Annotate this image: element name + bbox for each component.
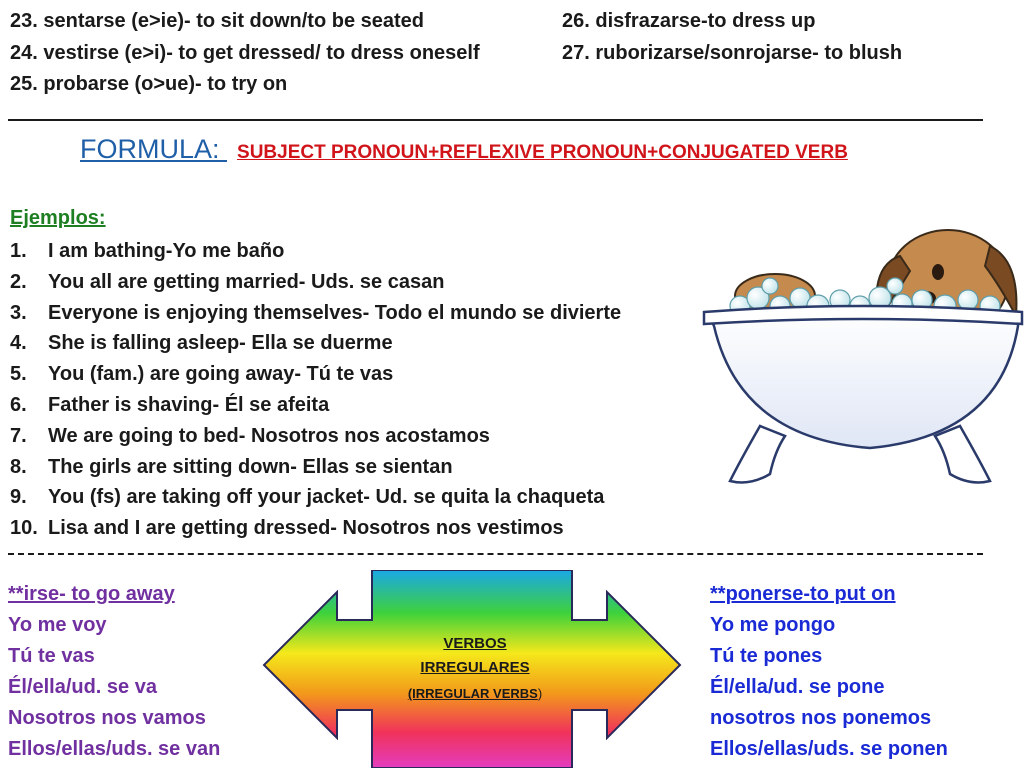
ponerse-heading: **ponerse-to put on (710, 583, 896, 605)
irse-line: Nosotros nos vamos (8, 707, 206, 729)
arrow-label-verbos: VERBOS (443, 635, 507, 652)
bottom-divider (8, 553, 983, 555)
vocab-27: 27. ruborizarse/sonrojarse- to blush (562, 42, 903, 64)
formula (80, 134, 848, 165)
list-item: 9. You (fs) are taking off your jacket- Ud. se quita la chaqueta (10, 486, 605, 509)
ponerse-line: Él/ella/ud. se pone (710, 676, 885, 698)
formula-text: SUBJECT PRONOUN+REFLEXIVE PRONOUN+CONJUGATED VERB (237, 142, 848, 163)
vocab-26: 26. disfrazarse-to dress up (562, 10, 816, 32)
formula-label: FORMULA: (80, 134, 228, 164)
vocab-25: 25. probarse (o>ue)- to try on (10, 73, 288, 95)
list-item: 1. I am bathing-Yo me baño (10, 240, 285, 262)
examples-heading: Ejemplos: (10, 207, 106, 229)
irse-conjugation (8, 579, 220, 765)
list-item: 5. You (fam.) are going away- Tú te vas (10, 363, 394, 386)
list-item: 6. Father is shaving- Él se afeita (10, 393, 330, 416)
irse-line: Ellos/ellas/uds. se van (8, 738, 221, 760)
arrow-label-irregulares: IRREGULARES (420, 659, 530, 676)
list-item: 10. Lisa and I are getting dressed- Nosotros nos vestimos (10, 517, 564, 540)
irse-line: Tú te vas (8, 645, 95, 667)
list-item: 3. Everyone is enjoying themselves- Todo el mundo se divierte (10, 301, 622, 324)
ponerse-line: nosotros nos ponemos (710, 707, 932, 729)
irse-line: Yo me voy (8, 614, 107, 636)
ponerse-line: Tú te pones (710, 645, 823, 667)
section-divider (8, 119, 983, 121)
ponerse-line: Ellos/ellas/uds. se ponen (710, 738, 948, 760)
bathtub-dog-illustration (700, 226, 1024, 516)
vocab-23: 23. sentarse (e>ie)- to sit down/to be seated (10, 10, 425, 32)
examples-list (10, 236, 621, 544)
irse-line: Él/ella/ud. se va (8, 676, 157, 698)
list-item: 7. We are going to bed- Nosotros nos acostamos (10, 424, 490, 447)
list-item: 4. She is falling asleep- Ella se duerme (10, 332, 393, 355)
list-item: 8. The girls are sitting down- Ellas se sientan (10, 455, 453, 478)
vocab-24: 24. vestirse (e>i)- to get dressed/ to dress oneself (10, 42, 480, 64)
irse-heading: **irse- to go away (8, 583, 175, 605)
list-item: 2. You all are getting married- Uds. se casan (10, 270, 445, 293)
ponerse-line: Yo me pongo (710, 614, 836, 636)
arrow-label-english: (IRREGULAR VERBS) (407, 686, 543, 701)
ponerse-conjugation (710, 579, 948, 765)
